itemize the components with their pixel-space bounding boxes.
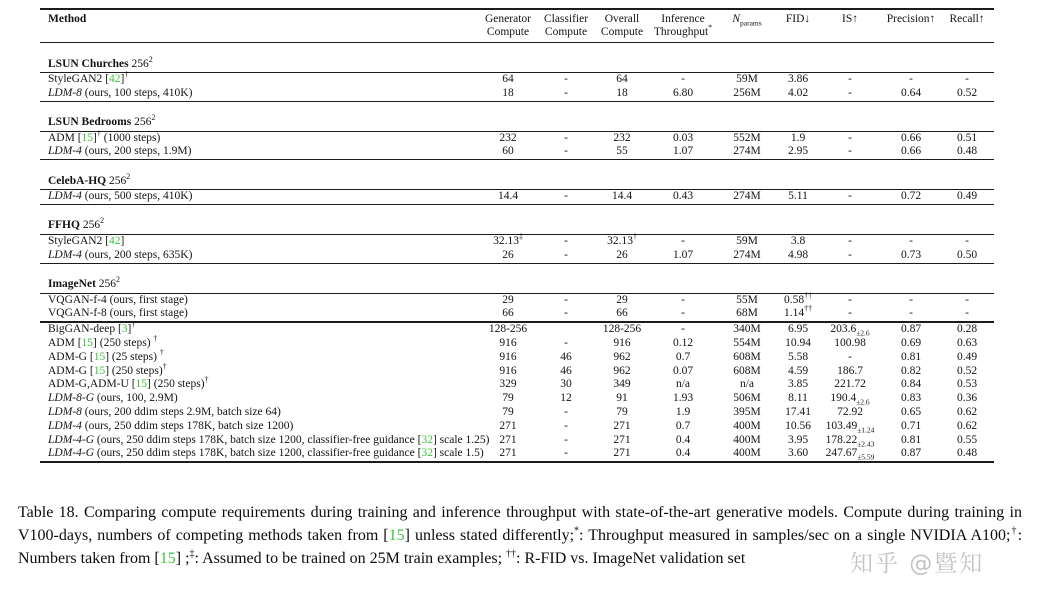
value-cell: 29 [502, 293, 514, 306]
value-cell: 0.4 [650, 447, 716, 462]
value-cell: 128-256 [488, 323, 528, 336]
value-cell: - [965, 234, 969, 247]
value-cell: 18 [594, 87, 650, 101]
value-cell: 0.36 [956, 392, 978, 405]
value-cell: - [818, 87, 882, 101]
value-cell: - [538, 87, 594, 101]
value-cell: 10.56 [785, 419, 811, 432]
citation-link[interactable]: 15 [81, 131, 94, 144]
table-row [40, 322, 994, 337]
value-cell: 0.51 [956, 131, 978, 144]
section-header [40, 115, 994, 132]
value-cell: - [564, 131, 568, 144]
value-cell: 400M [733, 433, 761, 446]
section-header-label: LSUN Bedrooms $256^2$ [40, 115, 994, 132]
value-cell: - [848, 234, 852, 247]
value-cell: $247.67_{\pm 5.59}$ [818, 447, 882, 462]
value-cell: 32.13‡ [493, 232, 523, 247]
table-row [40, 392, 994, 406]
method-cell: LDM-8-G (ours, 100, 2.9M) [48, 392, 178, 405]
value-cell: 59M [736, 73, 758, 85]
value-cell: 2.95 [778, 145, 818, 159]
value-cell: 400M [733, 419, 761, 432]
method-cell: LDM-4-G (ours, 250 ddim steps 178K, batch size 1200, classifier-free guidance [32] scale 1.5) [40, 447, 478, 462]
value-cell: 55M [736, 293, 758, 306]
value-cell: $178.22_{\pm 2.43}$ [825, 433, 875, 448]
column-header: Classifier Compute [538, 9, 594, 43]
table-row [40, 365, 994, 379]
value-cell: $203.6_{\pm 2.6}$ [830, 323, 870, 338]
value-cell: 0.55 [956, 433, 978, 446]
value-cell: - [564, 433, 568, 446]
table-row [40, 378, 994, 392]
value-cell: 5.11 [778, 190, 818, 205]
header-row [40, 9, 994, 43]
column-header: FID↓ [778, 9, 818, 43]
value-cell: n/a [675, 378, 691, 391]
value-cell: $190.4_{\pm 2.6}$ [830, 392, 870, 407]
value-cell: 3.60 [778, 447, 818, 462]
column-header: Generator Compute [478, 9, 538, 43]
value-cell: - [538, 447, 594, 462]
method-cell: ADM [15]† (1000 steps) [48, 128, 161, 144]
value-cell: 0.50 [940, 249, 994, 263]
column-header: $N_{params}$ [716, 9, 778, 43]
value-cell: 256M [716, 87, 778, 101]
value-cell: - [564, 293, 568, 306]
value-cell: 68M [716, 307, 778, 322]
value-cell: 0.71 [900, 419, 922, 432]
value-cell: 916 [499, 336, 517, 349]
value-cell: $103.49_{\pm 1.24}$ [825, 419, 875, 435]
value-cell: 395M [733, 405, 761, 418]
value-cell: - [564, 405, 568, 418]
value-cell: - [538, 145, 594, 159]
value-cell: 17.41 [785, 405, 811, 418]
value-cell: 26 [594, 249, 650, 263]
value-cell: 1.9 [675, 405, 691, 418]
value-cell: - [650, 307, 716, 322]
value-cell: 221.72 [834, 378, 866, 391]
value-cell: 0.82 [900, 364, 922, 377]
value-cell: 32.13† [607, 232, 637, 247]
value-cell: 271 [499, 433, 517, 446]
value-cell: 79 [502, 405, 514, 418]
value-cell: 18 [478, 87, 538, 101]
section-header-label: ImageNet $256^2$ [40, 277, 994, 294]
value-cell: 340M [733, 323, 761, 336]
value-cell: 3.95 [787, 433, 809, 446]
value-cell: 0.49 [940, 190, 994, 205]
value-cell: 232 [499, 131, 517, 144]
section-header [40, 218, 994, 235]
zhihu-watermark: 知乎 @暨知 [850, 551, 985, 577]
method-cell: VQGAN-f-8 (ours, first stage) [40, 307, 478, 322]
value-cell: 46 [560, 350, 572, 363]
value-cell: 0.48 [940, 447, 994, 462]
citation-link[interactable]: 15 [93, 364, 106, 377]
citation-link[interactable]: 42 [109, 73, 121, 85]
value-cell: 608M [733, 350, 761, 363]
section-spacer [40, 263, 994, 277]
value-cell: 554M [733, 336, 761, 349]
citation-link[interactable]: 42 [109, 234, 121, 247]
value-cell: 26 [478, 249, 538, 263]
section-header [40, 173, 994, 190]
method-cell: LDM-4 (ours, 200 steps, 635K) [40, 249, 478, 263]
value-cell: 329 [499, 378, 517, 391]
table-body [40, 43, 994, 463]
value-cell: 274M [716, 145, 778, 159]
method-cell: StyleGAN2 [42] [48, 234, 125, 247]
value-cell: - [965, 73, 969, 85]
value-cell: 1.14†† [778, 307, 818, 322]
column-header: Method [40, 9, 478, 43]
citation-link[interactable]: 32 [421, 433, 433, 446]
table-row [40, 87, 994, 101]
value-cell: 232 [613, 131, 631, 144]
value-cell: - [818, 307, 882, 322]
column-header: Precision↑ [882, 9, 940, 43]
value-cell: - [681, 293, 685, 306]
value-cell: 0.28 [956, 323, 978, 336]
results-table [40, 8, 994, 463]
value-cell: 0.66 [882, 145, 940, 159]
method-cell: StyleGAN2 [42]† [48, 70, 129, 85]
value-cell: - [909, 234, 913, 247]
method-cell: LDM-4-G (ours, 250 ddim steps 178K, batch size 1200, classifier-free guidance [32] scale 1.25) [48, 433, 490, 446]
value-cell: 66 [594, 307, 650, 322]
value-cell: 552M [733, 131, 761, 144]
table-row [40, 131, 994, 145]
citation-link[interactable]: 15 [93, 350, 106, 363]
value-cell: 79 [502, 392, 514, 405]
value-cell: 12 [560, 392, 572, 405]
value-cell: 506M [733, 392, 761, 405]
method-cell: ADM [15] (250 steps) † [48, 334, 158, 349]
table-row [40, 249, 994, 263]
value-cell: 64 [616, 73, 628, 85]
value-cell: 0.52 [956, 364, 978, 377]
value-cell [538, 322, 594, 337]
table-row [40, 447, 994, 462]
value-cell: 0.48 [940, 145, 994, 159]
value-cell: - [538, 249, 594, 263]
value-cell: 0.64 [882, 87, 940, 101]
value-cell: 271 [613, 419, 631, 432]
value-cell: 0.52 [940, 87, 994, 101]
value-cell: - [965, 293, 969, 306]
section-header-label: CelebA-HQ $256^2$ [40, 173, 994, 190]
column-header: Overall Compute [594, 9, 650, 43]
value-cell: 14.4 [594, 190, 650, 205]
value-cell: 0.87 [882, 447, 940, 462]
value-cell: - [681, 323, 685, 336]
table-caption: Table 18. Comparing compute requirements during training and inference throughput with state-of-the-art generative models. Compute during training in V100-days, numbers of competing methods taken from [15] unless stated differently;*: Throughput measured in samples/sec on a single NVIDIA A100;†: Numbers taken from [15] ;‡: Assumed to be trained on 25M train examples; ††: R-FID vs. ImageNet validation set [18, 504, 1023, 567]
value-cell: - [848, 73, 852, 85]
value-cell: - [818, 190, 882, 205]
value-cell: 6.80 [650, 87, 716, 101]
value-cell: - [909, 73, 913, 85]
value-cell: - [564, 336, 568, 349]
value-cell: - [538, 307, 594, 322]
value-cell: 0.73 [882, 249, 940, 263]
value-cell: 60 [478, 145, 538, 159]
value-cell: 608M [733, 364, 761, 377]
value-cell: 4.98 [778, 249, 818, 263]
value-cell: 0.7 [675, 350, 691, 363]
value-cell: 916 [499, 350, 517, 363]
value-cell: 274M [716, 190, 778, 205]
citation-link[interactable]: 15 [159, 550, 176, 567]
value-cell: 3.8 [790, 234, 806, 247]
value-cell: - [848, 350, 852, 363]
value-cell: 0.65 [900, 405, 922, 418]
value-cell: 29 [616, 293, 628, 306]
table-row [40, 307, 994, 322]
value-cell: - [538, 190, 594, 205]
value-cell: 0.62 [956, 405, 978, 418]
value-cell: 400M [716, 447, 778, 462]
method-cell: ADM-G [15] (250 steps)† [48, 361, 167, 377]
value-cell: 0.58†† [783, 290, 813, 306]
section-header-label: FFHQ $256^2$ [40, 218, 994, 235]
value-cell: 128-256 [602, 323, 642, 336]
value-cell: 30 [560, 378, 572, 391]
table-row [40, 145, 994, 159]
section-spacer [40, 160, 994, 174]
value-cell: 0.7 [675, 419, 691, 432]
value-cell: - [940, 307, 994, 322]
value-cell: 5.58 [787, 350, 809, 363]
column-header: Recall↑ [940, 9, 994, 43]
value-cell: 55 [594, 145, 650, 159]
value-cell: 962 [613, 350, 631, 363]
value-cell: - [564, 234, 568, 247]
value-cell: 0.03 [672, 131, 694, 144]
value-cell: 0.63 [956, 336, 978, 349]
value-cell: 1.07 [650, 145, 716, 159]
table-row [40, 234, 994, 248]
section-spacer [40, 204, 994, 218]
section-header-label: LSUN Churches $256^2$ [40, 56, 994, 73]
value-cell: - [818, 145, 882, 159]
value-cell: 1.93 [672, 392, 694, 405]
value-cell: - [909, 293, 913, 306]
table-row [40, 420, 994, 434]
value-cell: 3.86 [787, 73, 809, 85]
value-cell: 1.9 [790, 131, 806, 144]
method-cell: BigGAN-deep [3]† [48, 320, 136, 336]
value-cell: 59M [736, 234, 758, 247]
table-row [40, 73, 994, 87]
table-row [40, 351, 994, 365]
citation-link[interactable]: 32 [421, 447, 433, 460]
value-cell: 66 [478, 307, 538, 322]
value-cell: 4.59 [787, 364, 809, 377]
value-cell: 6.95 [787, 323, 809, 336]
value-cell: 0.53 [956, 378, 978, 391]
value-cell: 91 [616, 392, 628, 405]
value-cell: - [848, 131, 852, 144]
method-cell: LDM-4 (ours, 500 steps, 410K) [40, 190, 478, 205]
value-cell: 72.92 [837, 405, 863, 418]
value-cell: 916 [613, 336, 631, 349]
value-cell: - [681, 73, 685, 85]
method-cell: ADM-G,ADM-U [15] (250 steps)† [48, 375, 209, 391]
citation-link[interactable]: 15 [135, 378, 148, 391]
value-cell: 0.62 [956, 419, 978, 432]
value-cell: 0.49 [956, 350, 978, 363]
value-cell: 186.7 [837, 364, 863, 377]
value-cell: 100.98 [834, 336, 866, 349]
value-cell: - [681, 234, 685, 247]
value-cell: 64 [502, 73, 514, 85]
section-spacer [40, 43, 994, 57]
table-header [40, 9, 994, 43]
value-cell: - [882, 307, 940, 322]
column-header: IS↑ [818, 9, 882, 43]
method-cell: VQGAN-f-4 (ours, first stage) [48, 293, 188, 306]
value-cell: 271 [594, 447, 650, 462]
value-cell: 0.83 [900, 392, 922, 405]
value-cell: 0.07 [672, 364, 694, 377]
column-header: Inference Throughput* [650, 9, 716, 43]
method-cell: LDM-4 (ours, 250 ddim steps 178K, batch size 1200) [48, 419, 294, 432]
value-cell: 0.87 [900, 323, 922, 336]
section-header [40, 277, 994, 294]
section-header [40, 56, 994, 73]
section-spacer [40, 101, 994, 115]
value-cell: - [564, 419, 568, 432]
value-cell: 8.11 [788, 392, 808, 405]
value-cell: 0.43 [650, 190, 716, 205]
value-cell: 349 [613, 378, 631, 391]
table-row [40, 337, 994, 351]
results-table-container [40, 8, 994, 463]
value-cell: 916 [499, 364, 517, 377]
value-cell: - [818, 249, 882, 263]
method-cell: LDM-8 (ours, 100 steps, 410K) [40, 87, 478, 101]
value-cell: 274M [716, 249, 778, 263]
value-cell: 0.4 [675, 433, 691, 446]
value-cell: n/a [739, 378, 755, 391]
value-cell: 0.81 [900, 350, 922, 363]
method-cell: ADM-G [15] (25 steps) † [48, 347, 164, 363]
value-cell: 79 [616, 405, 628, 418]
method-cell: LDM-8 (ours, 200 ddim steps 2.9M, batch size 64) [48, 405, 281, 418]
value-cell: - [848, 293, 852, 306]
citation-link[interactable]: 15 [81, 336, 94, 349]
citation-link[interactable]: 15 [388, 527, 405, 544]
value-cell: 0.12 [672, 336, 694, 349]
value-cell: 0.81 [900, 433, 922, 446]
value-cell: 0.66 [900, 131, 922, 144]
value-cell: 0.69 [900, 336, 922, 349]
value-cell: 962 [613, 364, 631, 377]
value-cell: 3.85 [787, 378, 809, 391]
value-cell: 1.07 [650, 249, 716, 263]
citation-link[interactable]: 3 [121, 323, 128, 336]
value-cell: 10.94 [785, 336, 811, 349]
value-cell: 46 [560, 364, 572, 377]
value-cell: 271 [613, 433, 631, 446]
value-cell: 14.4 [478, 190, 538, 205]
value-cell: 0.84 [900, 378, 922, 391]
table-row [40, 293, 994, 307]
value-cell: 271 [478, 447, 538, 462]
value-cell: 0.72 [882, 190, 940, 205]
table-row [40, 406, 994, 420]
table-row [40, 190, 994, 205]
method-cell: LDM-4 (ours, 200 steps, 1.9M) [40, 145, 478, 159]
value-cell: - [564, 73, 568, 85]
table-row [40, 434, 994, 448]
value-cell: 271 [499, 419, 517, 432]
value-cell: 4.02 [778, 87, 818, 101]
